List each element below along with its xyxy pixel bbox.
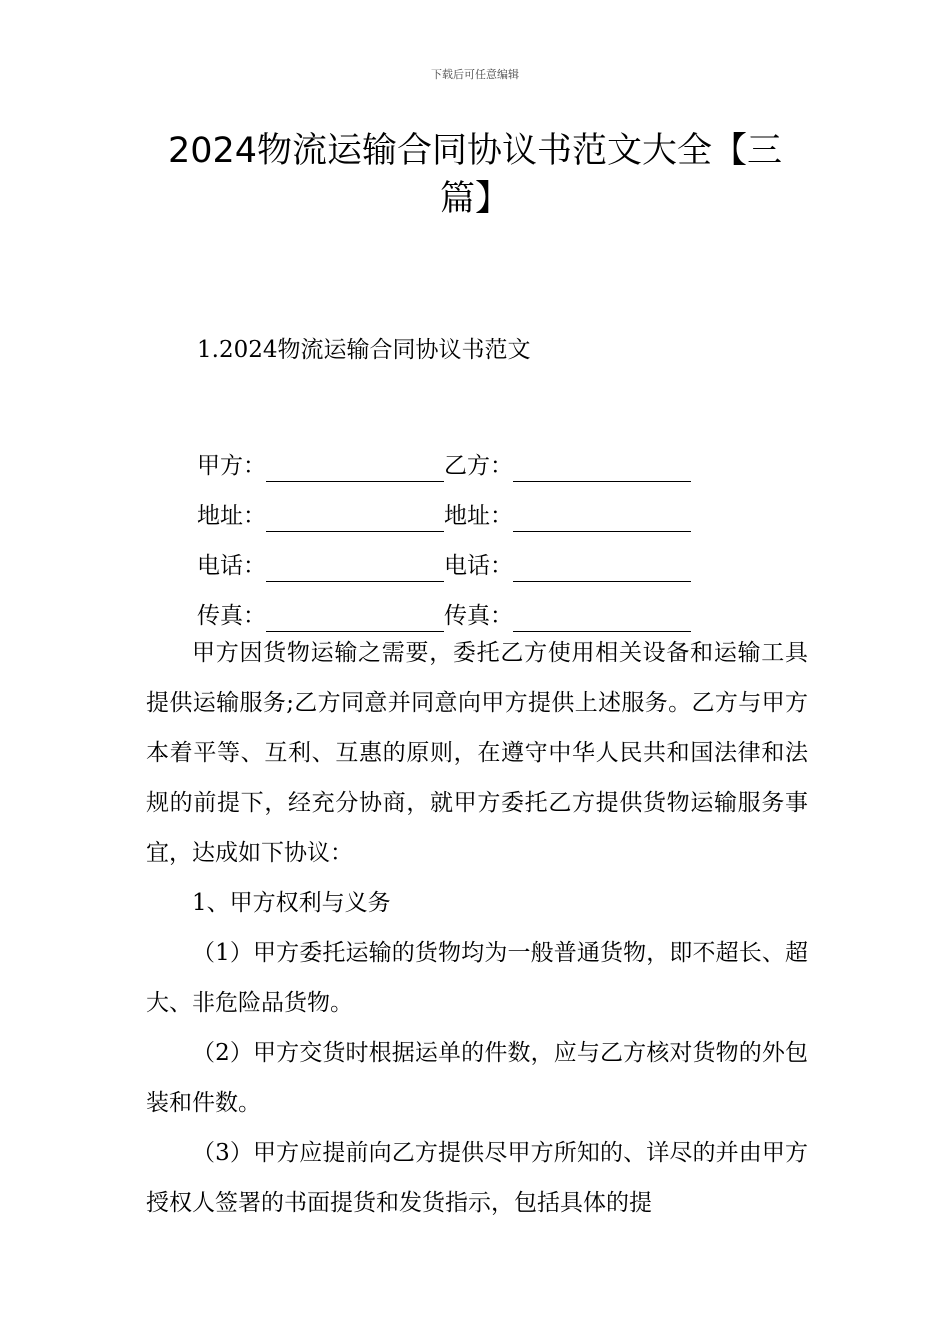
party-a-label: 甲方： [197, 453, 266, 479]
header-note: 下载后可任意编辑 [431, 68, 519, 81]
party-b-blank [513, 455, 691, 482]
document-title: 2024物流运输合同协议书范文大全【三篇】 [167, 131, 783, 219]
party-a-address-blank [266, 505, 444, 532]
party-row-address [197, 482, 757, 532]
party-b-label: 乙方： [444, 453, 513, 479]
clause-item-3: （3）甲方应提前向乙方提供尽甲方所知的、详尽的并由甲方授权人签署的书面提货和发货指示，包括具体的提 [146, 1140, 808, 1216]
party-b-fax-label: 传真： [444, 603, 513, 629]
clause-heading: 1、甲方权利与义务 [192, 890, 391, 916]
party-info-block [197, 432, 757, 632]
party-row-fax [197, 582, 757, 632]
clause-item-1: （1）甲方委托运输的货物均为一般普通货物，即不超长、超大、非危险品货物。 [146, 940, 808, 1016]
party-b-phone-blank [513, 555, 691, 582]
party-a-blank [266, 455, 444, 482]
party-b-address-blank [513, 505, 691, 532]
intro-paragraph: 甲方因货物运输之需要，委托乙方使用相关设备和运输工具提供运输服务;乙方同意并同意向甲方提供上述服务。乙方与甲方本着平等、互利、互惠的原则，在遵守中华人民共和国法律和法规的前提下，经充分协商，就甲方委托乙方提供货物运输服务事宜，达成如下协议： [146, 640, 808, 866]
party-a-fax-label: 传真： [197, 603, 266, 629]
party-b-address-label: 地址： [444, 503, 513, 529]
party-a-address-label: 地址： [197, 503, 266, 529]
party-row-name [197, 432, 757, 482]
party-a-phone-label: 电话： [197, 553, 266, 579]
contract-body [146, 628, 808, 1228]
party-a-phone-blank [266, 555, 444, 582]
party-row-phone [197, 532, 757, 582]
clause-item-2: （2）甲方交货时根据运单的件数，应与乙方核对货物的外包装和件数。 [146, 1040, 808, 1116]
party-b-phone-label: 电话： [444, 553, 513, 579]
section-heading: 1.2024物流运输合同协议书范文 [197, 337, 531, 363]
